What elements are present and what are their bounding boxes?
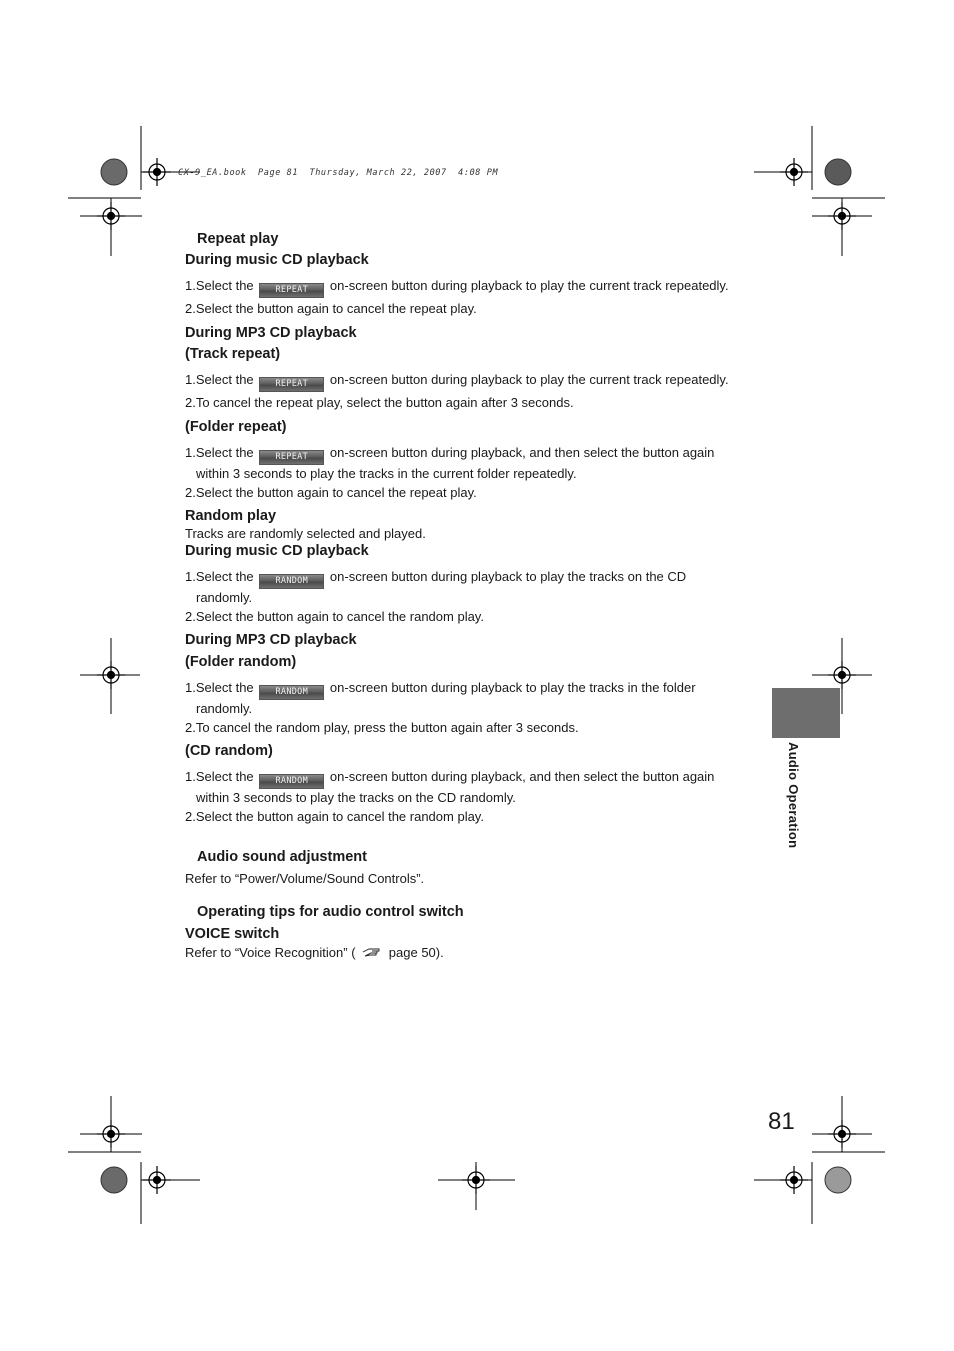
repeat-music-step2: 2.Select the button again to cancel the repeat play.	[185, 301, 477, 316]
random-button[interactable]: RANDOM	[259, 685, 324, 700]
random-play-title: Random play	[185, 508, 277, 524]
folder-repeat-step1	[185, 444, 755, 482]
voice-switch-heading: VOICE switch	[185, 926, 280, 942]
step-text: 1.Select the	[185, 680, 254, 695]
cd-random-step2: 2.Select the button again to cancel the random play.	[185, 809, 484, 824]
track-repeat-step1	[185, 371, 755, 392]
page-number: 81	[768, 1108, 795, 1135]
cd-random-step1	[185, 768, 755, 806]
step-text: on-screen button during playback, and then select the button again	[329, 769, 715, 784]
folder-repeat-heading: (Folder repeat)	[185, 419, 287, 435]
repeat-mp3-heading: During MP3 CD playback	[185, 325, 357, 341]
step-text: on-screen button during playback to play the tracks on the CD	[329, 569, 687, 584]
voice-switch-text	[185, 944, 755, 961]
random-intro: Tracks are randomly selected and played.	[185, 526, 426, 541]
random-music-cd-heading: During music CD playback	[185, 543, 369, 559]
step-continuation: randomly.	[196, 590, 253, 605]
step-text: 1.Select the	[185, 569, 254, 584]
repeat-music-step1	[185, 277, 755, 298]
track-repeat-step2: 2.To cancel the repeat play, select the button again after 3 seconds.	[185, 395, 574, 410]
step-continuation: within 3 seconds to play the tracks in the current folder repeatedly.	[196, 466, 577, 481]
folder-random-step2: 2.To cancel the random play, press the button again after 3 seconds.	[185, 720, 579, 735]
pointing-hand-icon	[362, 946, 382, 958]
step-text: 1.Select the	[185, 445, 254, 460]
step-text: 1.Select the	[185, 372, 254, 387]
operating-tips-title: Operating tips for audio control switch	[197, 904, 464, 920]
random-button[interactable]: RANDOM	[259, 574, 324, 589]
step-text: on-screen button during playback to play the current track repeatedly.	[329, 278, 729, 293]
step-text: on-screen button during playback to play the current track repeatedly.	[329, 372, 729, 387]
repeat-play-title: Repeat play	[197, 231, 279, 247]
step-text: 1.Select the	[185, 769, 254, 784]
step-text: on-screen button during playback, and then select the button again	[329, 445, 715, 460]
section-tab	[772, 688, 840, 738]
section-tab-label: Audio Operation	[786, 742, 801, 849]
reference-text: Refer to “Voice Recognition” (	[185, 945, 356, 960]
random-mp3-heading: During MP3 CD playback	[185, 632, 357, 648]
sound-adjustment-text: Refer to “Power/Volume/Sound Controls”.	[185, 871, 425, 886]
random-button[interactable]: RANDOM	[259, 774, 324, 789]
step-text: 1.Select the	[185, 278, 254, 293]
repeat-button[interactable]: REPEAT	[259, 450, 324, 465]
step-text: on-screen button during playback to play the tracks in the folder	[329, 680, 696, 695]
sound-adjustment-title: Audio sound adjustment	[197, 849, 367, 865]
step-continuation: within 3 seconds to play the tracks on the CD randomly.	[196, 790, 516, 805]
track-repeat-heading: (Track repeat)	[185, 346, 281, 362]
folder-random-step1	[185, 679, 755, 717]
step-continuation: randomly.	[196, 701, 253, 716]
reference-text: page 50).	[388, 945, 444, 960]
random-music-step2: 2.Select the button again to cancel the random play.	[185, 609, 484, 624]
repeat-button[interactable]: REPEAT	[259, 377, 324, 392]
print-header: CX-9_EA.book Page 81 Thursday, March 22, 2007 4:08 PM	[178, 168, 499, 178]
folder-repeat-step2: 2.Select the button again to cancel the repeat play.	[185, 485, 477, 500]
cd-random-heading: (CD random)	[185, 743, 273, 759]
repeat-music-cd-heading: During music CD playback	[185, 252, 369, 268]
repeat-button[interactable]: REPEAT	[259, 283, 324, 298]
random-music-step1	[185, 568, 755, 606]
folder-random-heading: (Folder random)	[185, 654, 297, 670]
